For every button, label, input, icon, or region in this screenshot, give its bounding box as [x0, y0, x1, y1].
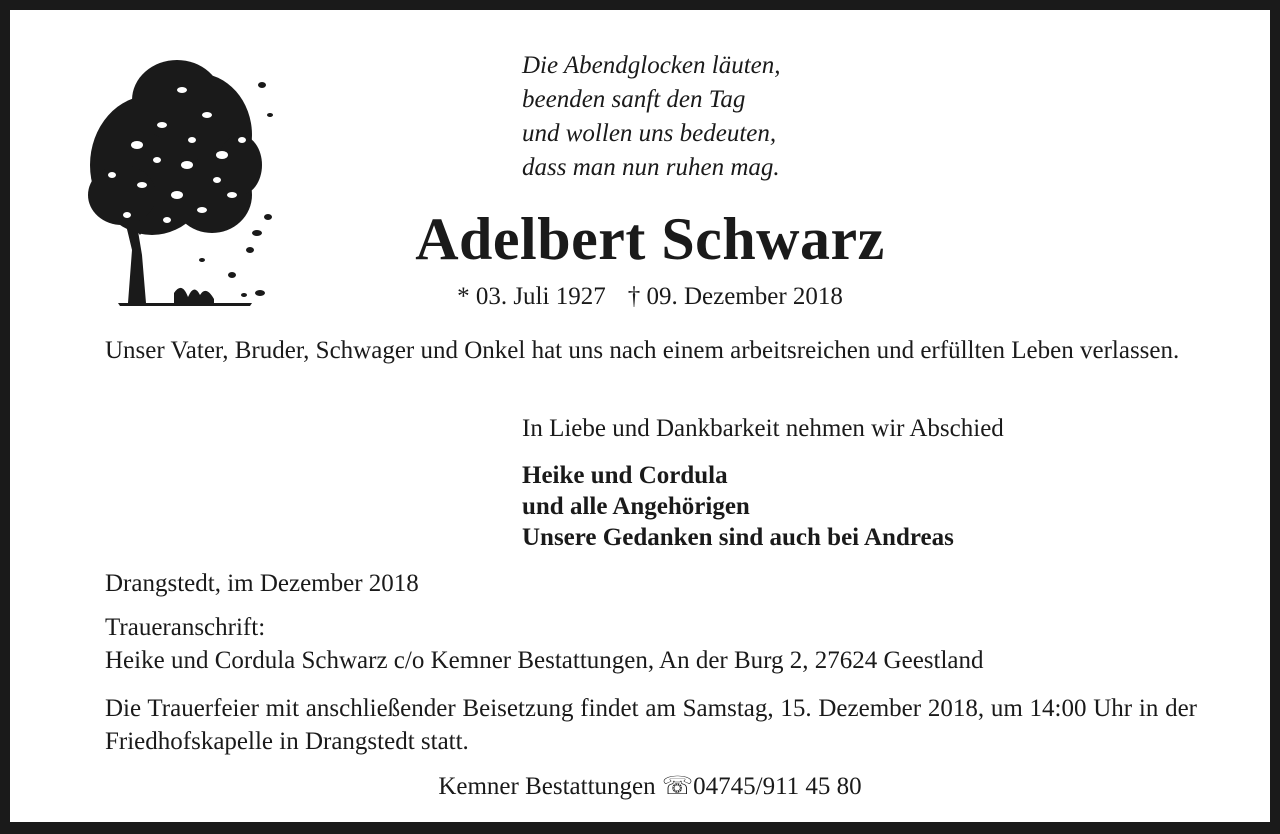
telephone-icon: ☏: [661, 773, 694, 800]
deceased-name: Adelbert Schwarz: [415, 206, 885, 272]
poem-line: und wollen uns bedeuten,: [522, 120, 777, 147]
poem-line: beenden sanft den Tag: [522, 86, 746, 113]
poem: [522, 49, 780, 185]
undertaker-name: Kemner Bestattungen: [438, 773, 656, 800]
signer-line: Heike und Cordula: [522, 462, 728, 489]
place-date: Drangstedt, im Dezember 2018: [105, 570, 419, 597]
signers: [522, 460, 954, 553]
life-dates: [10, 280, 1280, 314]
address-text: Heike und Cordula Schwarz c/o Kemner Bestattungen, An der Burg 2, 27624 Geestland: [105, 647, 984, 674]
undertaker-contact: [10, 770, 1280, 804]
ceremony-text: Die Trauerfeier mit anschließender Beisetzung findet am Samstag, 15. Dezember 2018, um 14:00 Uhr in der Friedhofskapelle in Drangstedt statt.: [105, 695, 1197, 755]
signer-line: Unsere Gedanken sind auch bei Andreas: [522, 524, 954, 551]
address-label: Traueranschrift:: [105, 614, 266, 641]
mourning-address: [105, 611, 1197, 677]
signer-line: und alle Angehörigen: [522, 493, 750, 520]
death-date: † 09. Dezember 2018: [627, 283, 843, 310]
poem-line: dass man nun ruhen mag.: [522, 154, 780, 181]
intro-text: Unser Vater, Bruder, Schwager und Onkel hat uns nach einem arbeitsreichen und erfüllten Leben verlassen.: [105, 337, 1180, 364]
phone-number: 04745/911 45 80: [693, 773, 862, 800]
birth-date: * 03. Juli 1927: [457, 283, 606, 310]
poem-line: Die Abendglocken läuten,: [522, 52, 781, 79]
farewell-line: In Liebe und Dankbarkeit nehmen wir Abschied: [522, 415, 1004, 442]
